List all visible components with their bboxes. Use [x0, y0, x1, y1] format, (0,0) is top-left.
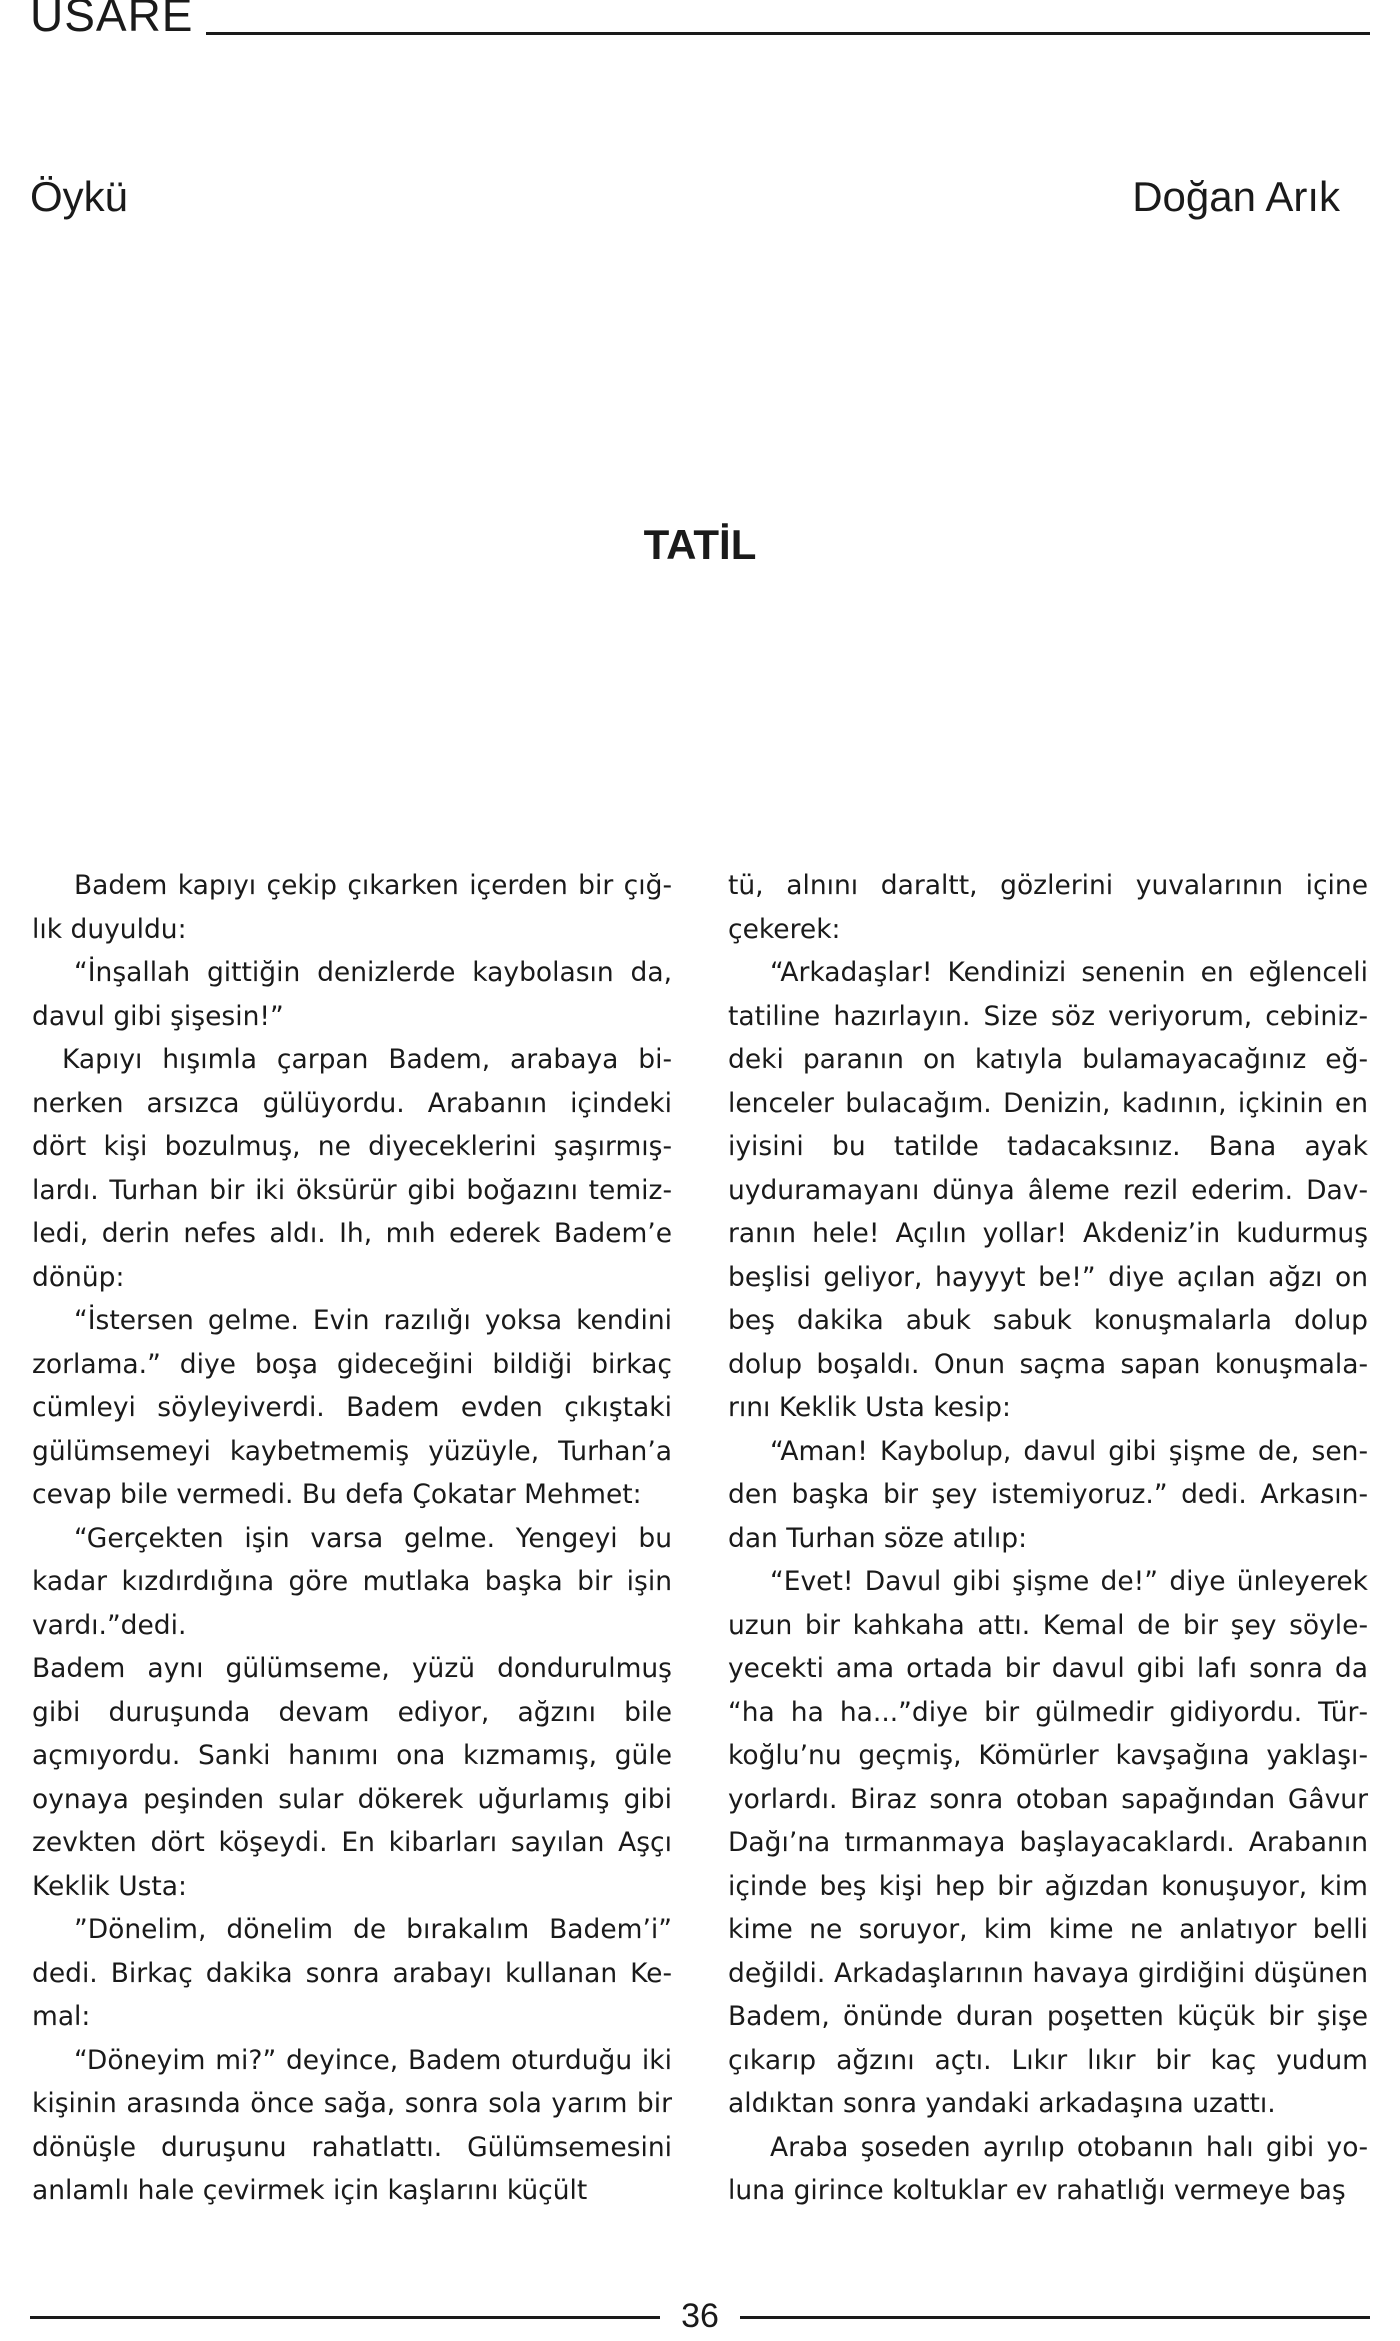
section-label: Öykü — [30, 173, 129, 220]
story-title: TATİL — [643, 521, 757, 568]
paragraph: “Arkadaşlar! Kendinizi senenin en eğlenceli tatiline hazırlayın. Size söz veriyorum, cebinizdeki paranın on katıyla bulamayacağınız eğlenceler bulacağım. Denizin, kadının, içkinin en iyisini bu tatilde tadacaksınız. Bana ayak uyduramayanı dünya âleme rezil ederim. Davranın hele! Açılın yollar! Akdeniz’in kudurmuş beşlisi geliyor, hayyyt be!” diye açılan ağzı on beş dakika abuk sabuk konuşmalarla dolup dolup boşaldı. Onun saçma sapan konuşmalarını Keklik Usta kesip: — [728, 957, 1368, 1423]
paragraph: “Evet! Davul gibi şişme de!” diye ünleyerek uzun bir kahkaha attı. Kemal de bir şey söyleyecekti ama ortada bir davul gibi lafı sonra da “ha ha ha...”diye bir gülmedir gidiyordu. Türkoğlu’nu geçmiş, Kömürler kavşağına yaklaşıyorlardı. Biraz sonra otoban sapağından Gâvur Dağı’na tırmanmaya başlayacaklardı. Arabanın içinde beş kişi hep bir ağızdan konuşuyor, kim kime ne soruyor, kim kime ne anlatıyor belli değildi. Arkadaşlarının havaya girdiğini düşünen Badem, önünde duran poşetten küçük bir şişe çıkarıp ağzını açtı. Lıkır lıkır bir kaç yudum aldıktan sonra yandaki arkadaşına uzattı. — [728, 1566, 1368, 2119]
right-column — [728, 864, 1368, 2206]
paragraph: “İnşallah gittiğin denizlerde kaybolasın da, davul gibi şişesin!” — [32, 957, 672, 1032]
header-rule — [206, 32, 1370, 35]
paragraph: Araba şoseden ayrılıp otobanın halı gibi yoluna girince koltuklar ev rahatlığı vermeye baş — [728, 2131, 1368, 2206]
magazine-name: USARE — [30, 0, 194, 41]
page-header — [30, 0, 1370, 40]
footer-rule-left — [30, 2316, 660, 2319]
paragraph: Badem aynı gülümseme, yüzü dondurulmuş gibi duruşunda devam ediyor, ağzını bile açmıyordu. Sanki hanımı ona kızmamış, güle oynaya peşinden sular dökerek uğurlamış gibi zevkten dört köşeydi. En kibarları sayılan Aşçı Keklik Usta: — [32, 1653, 672, 1902]
left-column — [32, 864, 672, 2206]
page-number: 36 — [681, 2297, 719, 2335]
paragraph: “İstersen gelme. Evin razılığı yoksa kendini zorlama.” diye boşa gideceğini bildiği birkaç cümleyi söyleyiverdi. Badem evden çıkıştaki gülümsemeyi kaybetmemiş yüzüyle, Turhan’a cevap bile vermedi. Bu defa Çokatar Mehmet: — [32, 1305, 672, 1510]
paragraph: Badem kapıyı çekip çıkarken içerden bir çığlık duyuldu: — [32, 870, 672, 945]
body-columns — [32, 864, 1368, 2206]
footer-rule-right — [740, 2316, 1370, 2319]
paragraph: Kapıyı hışımla çarpan Badem, arabaya binerken arsızca gülüyordu. Arabanın içindeki dört kişi bozulmuş, ne diyeceklerini şaşırmışlardı. Turhan bir iki öksürür gibi boğazını temizledi, derin nefes aldı. Ih, mıh ederek Badem’e dönüp: — [32, 1044, 672, 1293]
paragraph: “Aman! Kaybolup, davul gibi şişme de, senden başka bir şey istemiyoruz.” dedi. Arkasından Turhan söze atılıp: — [728, 1435, 1368, 1554]
page-footer — [30, 2296, 1370, 2336]
paragraph: “Gerçekten işin varsa gelme. Yengeyi bu kadar kızdırdığına göre mutlaka başka bir işin vardı.”dedi. — [32, 1522, 672, 1641]
author-name: Doğan Arık — [1132, 173, 1340, 220]
paragraph: tü, alnını daraltt, gözlerini yuvalarının içine çekerek: — [728, 870, 1368, 945]
paragraph: ”Dönelim, dönelim de bırakalım Badem’i” dedi. Birkaç dakika sonra arabayı kullanan Kemal: — [32, 1914, 672, 2032]
paragraph: “Döneyim mi?” deyince, Badem oturduğu iki kişinin arasında önce sağa, sonra sola yarım bir dönüşle duruşunu rahatlattı. Gülümsemesini anlamlı hale çevirmek için kaşlarını küçült — [32, 2044, 672, 2206]
